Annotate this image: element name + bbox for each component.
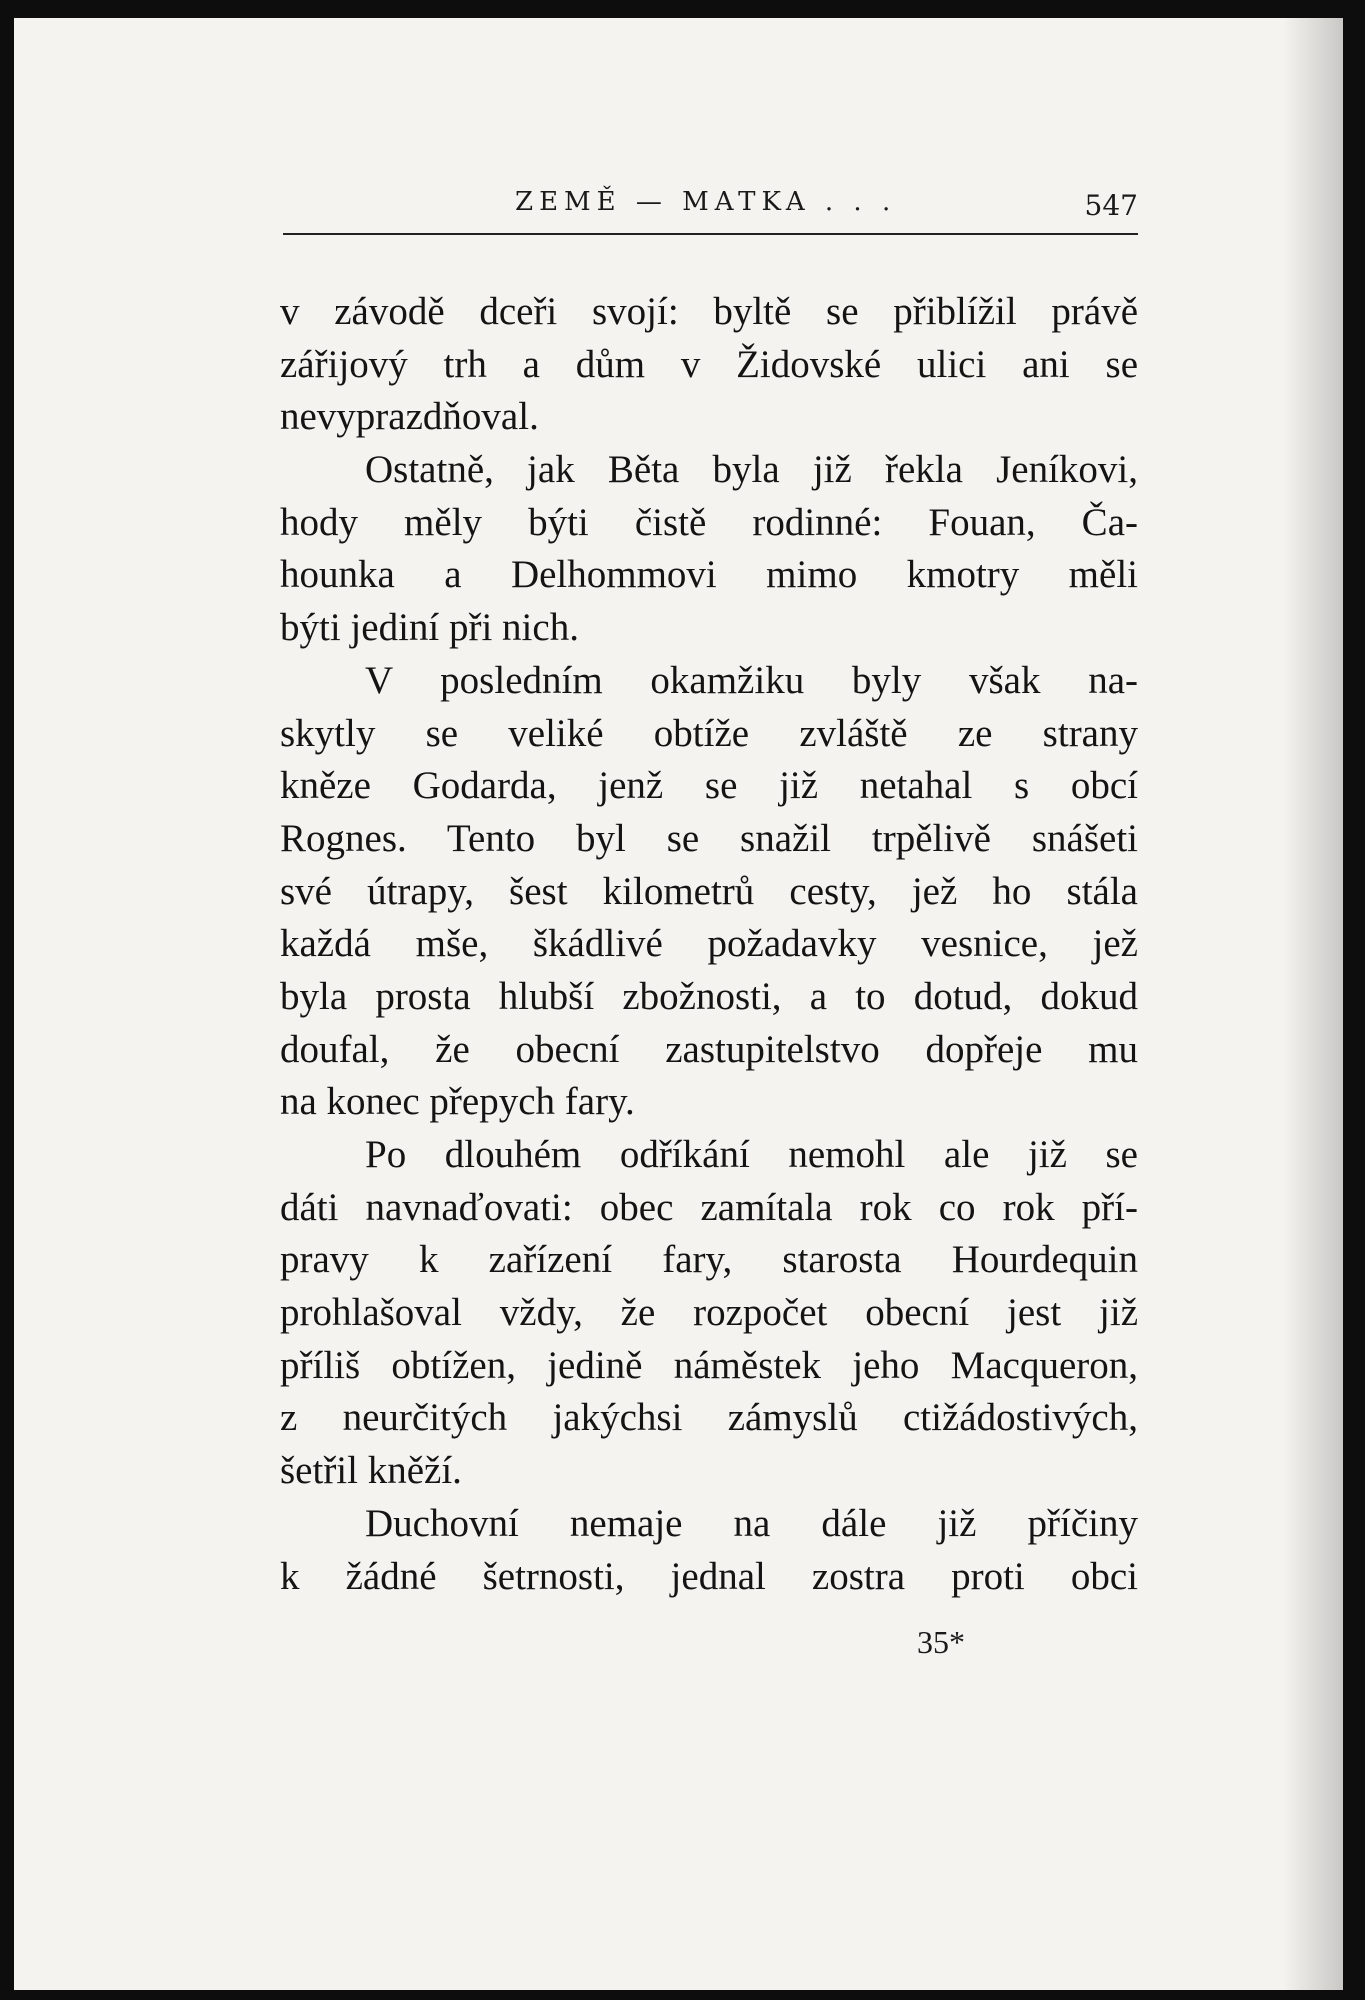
text-line: byla prosta hlubší zbožnosti, a to dotud, dokud — [280, 974, 1138, 1018]
text-line: doufal, že obecní zastupitelstvo dopřeje mu — [280, 1027, 1138, 1071]
scan-border-right — [1343, 0, 1365, 2000]
text-line: v závodě dceři svojí: byltě se přiblížil právě — [280, 290, 1138, 333]
text-line: dáti navnaďovati: obec zamítala rok co rok pří- — [280, 1185, 1138, 1229]
text-line: zářijový trh a dům v Židovské ulici ani se — [280, 342, 1138, 386]
text-line: na konec přepych fary. — [280, 1080, 635, 1124]
scan-border-left — [0, 0, 14, 2000]
page-header — [283, 183, 1138, 235]
text-line: každá mše, škádlivé požadavky vesnice, jež — [280, 922, 1138, 966]
text-line: z neurčitých jakýchsi zámyslů ctižádostivých, — [280, 1396, 1138, 1440]
text-line: V posledním okamžiku byly však na- — [365, 658, 1138, 702]
scan-border-top — [0, 0, 1365, 18]
text-line: Po dlouhém odříkání nemohl ale již se — [365, 1133, 1138, 1176]
body-text — [280, 286, 1138, 1603]
text-line: Duchovní nemaje na dále již příčiny — [365, 1501, 1138, 1545]
text-line: Ostatně, jak Běta byla již řekla Jeníkovi, — [365, 448, 1138, 492]
scan-border-bottom — [0, 1990, 1365, 2000]
text-line: své útrapy, šest kilometrů cesty, jež ho stála — [280, 869, 1138, 913]
text-line: hounka a Delhommovi mimo kmotry měli — [280, 553, 1138, 597]
running-head: ZEMĚ — MATKA . . . — [515, 187, 897, 217]
text-line: kněze Godarda, jenž se již netahal s obcí — [280, 764, 1138, 808]
text-line: pravy k zařízení fary, starosta Hourdequin — [280, 1238, 1138, 1282]
text-line: býti jediní při nich. — [280, 606, 579, 650]
signature-mark: 35* — [917, 1624, 965, 1660]
text-line: hody měly býti čistě rodinné: Fouan, Ča- — [280, 500, 1138, 544]
page-edge-shadow — [1283, 18, 1343, 1990]
text-line: šetřil kněží. — [280, 1449, 462, 1493]
text-line: nevyprazdňoval. — [280, 395, 539, 439]
text-line: skytly se veliké obtíže zvláště ze strany — [280, 711, 1138, 755]
text-line: příliš obtížen, jedině náměstek jeho Macqueron, — [280, 1343, 1138, 1387]
text-line: Rognes. Tento byl se snažil trpělivě snášeti — [280, 816, 1138, 860]
text-line: prohlašoval vždy, že rozpočet obecní jest již — [280, 1291, 1138, 1335]
text-line: k žádné šetrnosti, jednal zostra proti obci — [280, 1554, 1138, 1598]
page-number: 547 — [1084, 189, 1138, 222]
